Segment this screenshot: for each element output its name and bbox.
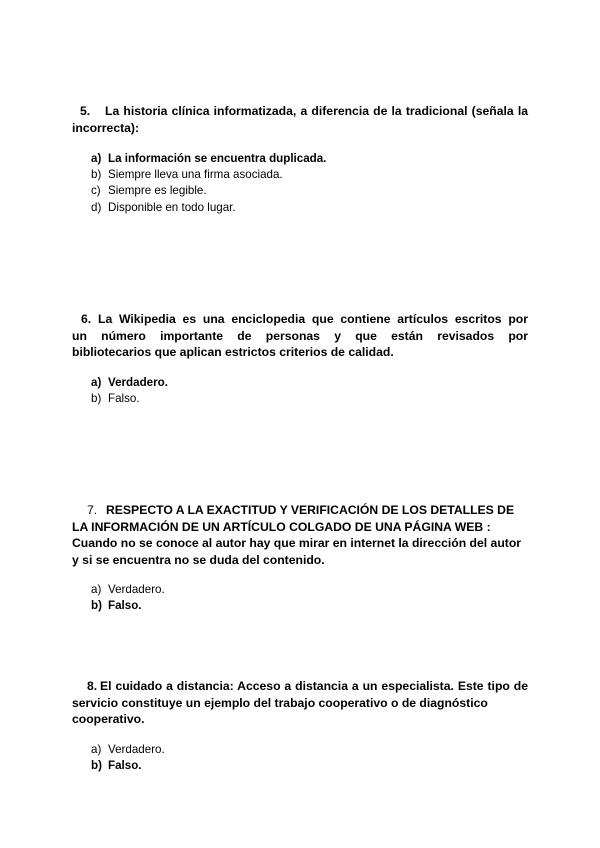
option-5b: b) Siempre lleva una firma asociada. [91, 168, 283, 182]
option-5a: a) La información se encuentra duplicada. [91, 152, 327, 165]
option-6a: a) Verdadero. [91, 376, 168, 389]
question-5 [72, 103, 528, 136]
question-8 [72, 678, 528, 728]
question-5-options [91, 151, 326, 216]
question-7-line-2: LA INFORMACIÓN DE UN ARTÍCULO COLGADO DE UNA PÁGINA WEB : [72, 519, 491, 534]
question-7-number: 7. [87, 503, 98, 517]
question-8-line-2: servicio constituye un ejemplo del trabajo cooperativo o de diagnóstico [72, 695, 488, 710]
option-6b: b) Falso. [91, 392, 140, 406]
question-8-number: 8. [87, 679, 98, 693]
question-7-line-4: y si se encuentra no se duda del contenido. [72, 552, 325, 567]
question-7-options [91, 582, 165, 614]
option-7a: a) Verdadero. [91, 583, 165, 596]
question-5-number: 5. [80, 104, 91, 118]
question-5-line-2: incorrecta): [72, 120, 140, 135]
question-8-line-3: cooperativo. [72, 712, 145, 726]
option-5d: d) Disponible en todo lugar. [91, 200, 236, 214]
option-8b: b) Falso. [91, 759, 142, 773]
question-6-line-1: 6. La Wikipedia es una enciclopedia que contiene artículos escritos por [81, 312, 528, 326]
question-7 [72, 502, 528, 568]
option-5c: c) Siempre es legible. [91, 184, 207, 198]
question-6-line-2: un número importante de personas y que están revisados por [72, 328, 528, 343]
question-6-number: 6. [81, 312, 92, 326]
question-6-options [91, 375, 168, 407]
option-8a: a) Verdadero. [91, 743, 165, 756]
option-7b: b) Falso. [91, 599, 142, 613]
question-7-line-1: 7. RESPECTO A LA EXACTITUD Y VERIFICACIÓN DE LOS DETALLES DE [87, 503, 515, 517]
question-7-line-3: Cuando no se conoce al autor hay que mirar en internet la dirección del autor [72, 536, 522, 550]
question-6-line-3: bibliotecarios que aplican estrictos criterios de calidad. [72, 345, 394, 359]
question-5-line-1: 5. La historia clínica informatizada, a diferencia de la tradicional (señala la [80, 104, 528, 118]
question-8-options [91, 742, 165, 774]
question-6 [72, 311, 528, 361]
question-8-line-1: 8. El cuidado a distancia: Acceso a distancia a un especialista. Este tipo de [87, 679, 528, 693]
